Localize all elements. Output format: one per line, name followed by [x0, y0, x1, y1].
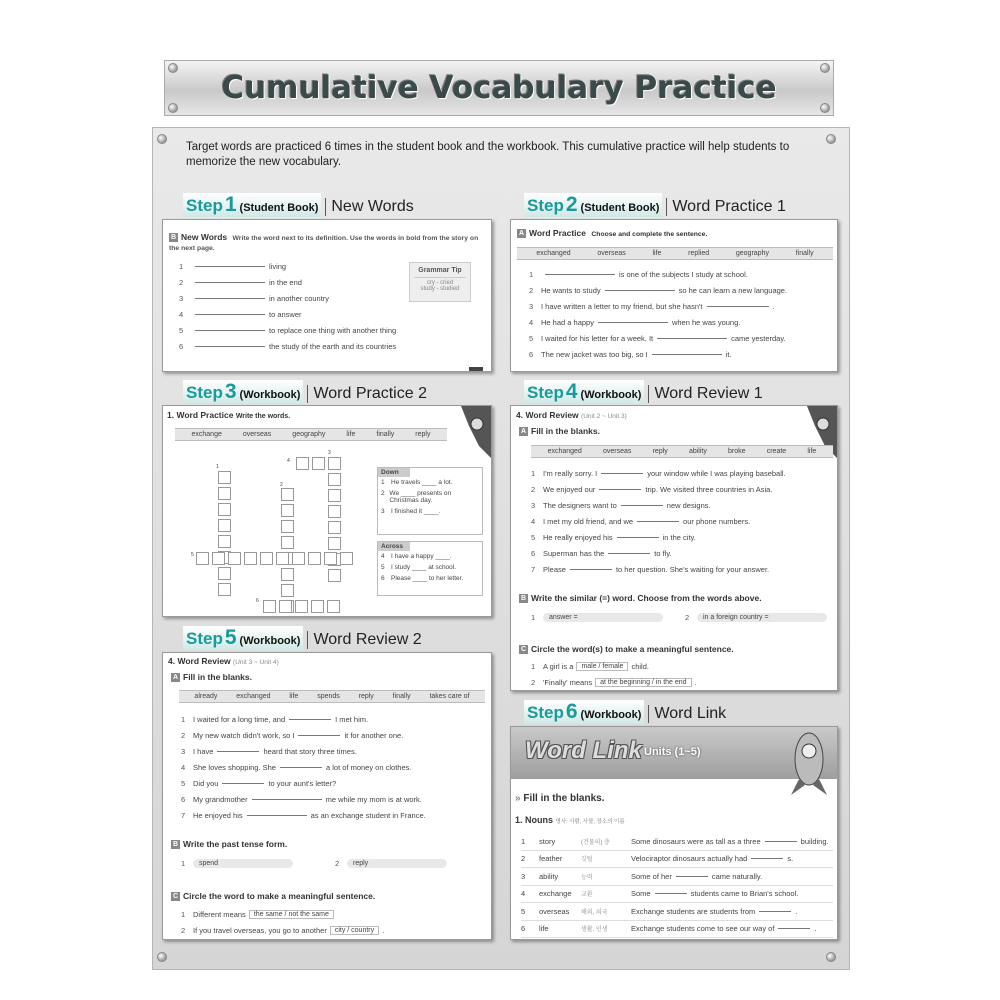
- list-item: 1 answer =: [531, 609, 663, 625]
- answer-blank[interactable]: [222, 783, 264, 784]
- instruction: » Fill in the blanks.: [515, 793, 605, 804]
- list-item: 4 to answer: [179, 309, 302, 319]
- list-item: 2 If you travel overseas, you go to another city / country .: [181, 925, 385, 935]
- answer-blank[interactable]: [598, 322, 668, 323]
- list-item: 5 to replace one thing with another thing: [179, 325, 397, 335]
- crossword-cell[interactable]: [340, 552, 353, 565]
- list-item: 1 I waited for a long time, and I met him.: [181, 714, 369, 724]
- answer-blank[interactable]: [280, 767, 322, 768]
- crossword-cell[interactable]: [260, 552, 273, 565]
- table-row: 5 overseas 해외, 외국 Exchange students are students from .: [521, 903, 833, 921]
- list-item: 5 Did you to your aunt's letter?: [181, 778, 337, 788]
- section-heading: 4. Word Review (Unit 3 ~ Unit 4): [168, 656, 279, 666]
- step-5-name: Word Review 2: [307, 631, 421, 649]
- clue-number: 5: [191, 552, 194, 558]
- crossword-cell[interactable]: [328, 537, 341, 550]
- part-c-title: C Circle the word(s) to make a meaningful sentence.: [520, 644, 734, 654]
- answer-blank[interactable]: [195, 330, 265, 331]
- screw-icon: [168, 63, 178, 73]
- list-item: 5 He really enjoyed his in the city.: [531, 532, 696, 542]
- answer-blank[interactable]: [617, 537, 659, 538]
- list-item: 4 I met my old friend, and we our phone numbers.: [531, 516, 751, 526]
- crossword-cell[interactable]: [328, 489, 341, 502]
- list-item: 4 She loves shopping. She a lot of money on clothes.: [181, 762, 412, 772]
- list-item: 2 reply: [335, 855, 447, 871]
- answer-field[interactable]: spend: [193, 859, 293, 868]
- crossword-cell[interactable]: [311, 600, 324, 613]
- crossword-cell[interactable]: [228, 552, 241, 565]
- answer-blank[interactable]: [545, 274, 615, 275]
- crossword-grid: [163, 406, 373, 617]
- card-word-review-1: [510, 405, 838, 691]
- word-link-banner: [511, 727, 837, 779]
- answer-blank[interactable]: [765, 841, 797, 842]
- part-a-title: A Fill in the blanks.: [520, 426, 600, 436]
- grammar-tip-box: Grammar Tip cry - cried study - studied: [409, 262, 471, 302]
- table-row: 6 life 생활, 인생 Exchange students come to see our way of .: [521, 921, 833, 939]
- page-title: Cumulative Vocabulary Practice: [221, 70, 777, 106]
- table-row: 4 exchange 교환 Some students came to Brian's school.: [521, 886, 833, 904]
- crossword-cell[interactable]: [263, 600, 276, 613]
- section-heading: A Word Practice Choose and complete the sentence.: [518, 228, 708, 238]
- answer-blank[interactable]: [217, 751, 259, 752]
- list-item: 7 Please to her question. She's waiting for your answer.: [531, 564, 770, 574]
- card-new-words: [162, 219, 492, 372]
- list-item: 3 in another country: [179, 293, 330, 303]
- list-item: 2 We enjoyed our trip. We visited three countries in Asia.: [531, 484, 773, 494]
- answer-blank[interactable]: [601, 473, 643, 474]
- part-a-title: A Fill in the blanks.: [172, 672, 252, 682]
- card-word-practice-2: [162, 405, 492, 617]
- crossword-cell[interactable]: [244, 552, 257, 565]
- crossword-cell[interactable]: [218, 503, 231, 516]
- step-5-heading: Step 5 (Workbook) Word Review 2: [183, 626, 422, 650]
- clue-number: 6: [256, 598, 259, 604]
- crossword-cell[interactable]: [281, 488, 294, 501]
- answer-blank[interactable]: [657, 338, 727, 339]
- crossword-cell[interactable]: [281, 504, 294, 517]
- clue-number: 4: [287, 458, 290, 464]
- units-label: Units (1~5): [644, 746, 701, 758]
- table-row: 3 ability 능력 Some of her came naturally.: [521, 868, 833, 886]
- list-item: 6 My grandmother me while my mom is at work.: [181, 794, 422, 804]
- crossword-cell[interactable]: [328, 457, 341, 470]
- list-item: 6 Superman has the to fly.: [531, 548, 672, 558]
- step-3-name: Word Practice 2: [307, 385, 427, 403]
- choice-box[interactable]: city / country: [330, 926, 379, 935]
- step-1-heading: Step 1 (Student Book) New Words: [183, 193, 414, 217]
- answer-blank[interactable]: [195, 282, 265, 283]
- answer-blank[interactable]: [707, 306, 769, 307]
- answer-blank[interactable]: [608, 553, 650, 554]
- answer-blank[interactable]: [247, 815, 307, 816]
- crossword-cell[interactable]: [281, 568, 294, 581]
- crossword-cell[interactable]: [212, 552, 225, 565]
- step-2-name: Word Practice 1: [666, 198, 786, 216]
- list-item: 2 He wants to study so he can learn a new language.: [529, 285, 788, 295]
- answer-field[interactable]: answer =: [543, 613, 663, 622]
- list-item: 2 My new watch didn't work, so I it for another one.: [181, 730, 404, 740]
- list-item: 2 in the end: [179, 277, 302, 287]
- crossword-cell[interactable]: [196, 552, 209, 565]
- crossword-cell[interactable]: [328, 569, 341, 582]
- answer-blank[interactable]: [195, 314, 265, 315]
- crossword-cell[interactable]: [328, 521, 341, 534]
- list-item: 4 He had a happy when he was young.: [529, 317, 741, 327]
- screw-icon: [168, 103, 178, 113]
- page-marker: [469, 367, 483, 371]
- list-item: 3 I have heard that story three times.: [181, 746, 357, 756]
- clue-number: 3: [328, 450, 331, 456]
- list-item: 1 A girl is a male / female child.: [531, 661, 649, 671]
- intro-text: Target words are practiced 6 times in the student book and the workbook. This cumulative practice will help students to memorize the new vocabulary.: [186, 141, 790, 168]
- rocket-icon: [787, 729, 831, 799]
- crossword-cell[interactable]: [281, 520, 294, 533]
- list-item: 2 'Finally' means at the beginning / in the end .: [531, 677, 697, 687]
- crossword-cell[interactable]: [324, 552, 337, 565]
- crossword-cell[interactable]: [218, 567, 231, 580]
- list-item: 1 spend: [181, 855, 293, 871]
- answer-blank[interactable]: [759, 911, 791, 912]
- section-heading: 1. Word Practice Write the words.: [167, 410, 291, 420]
- crossword-cell[interactable]: [312, 457, 325, 470]
- step-6-name: Word Link: [648, 705, 726, 723]
- nouns-heading: 1. Nouns 명사: 사람, 사물, 장소의 이름: [515, 815, 625, 825]
- word-bank: exchange overseas geography life finally reply: [175, 428, 447, 441]
- list-item: 2 in a foreign country =: [685, 609, 827, 625]
- answer-field[interactable]: in a foreign country =: [697, 613, 827, 622]
- crossword-cell[interactable]: [328, 473, 341, 486]
- crossword-cell[interactable]: [218, 519, 231, 532]
- crossword-cell[interactable]: [308, 552, 321, 565]
- answer-blank[interactable]: [195, 346, 265, 347]
- answer-blank[interactable]: [778, 928, 810, 929]
- answer-blank[interactable]: [637, 521, 679, 522]
- crossword-cell[interactable]: [218, 535, 231, 548]
- part-b-title: B Write the past tense form.: [172, 839, 288, 849]
- step-1-name: New Words: [325, 198, 413, 216]
- screw-icon: [157, 952, 167, 962]
- sentence-list: [529, 266, 829, 362]
- table-row: 2 feather 깃털 Velociraptor dinosaurs actually had s.: [521, 851, 833, 869]
- list-item: 3 The designers want to new designs.: [531, 500, 711, 510]
- list-item: 7 He enjoyed his as an exchange student in France.: [181, 810, 426, 820]
- word-link-table: [521, 833, 833, 938]
- answer-blank[interactable]: [195, 266, 265, 267]
- sentence-list: [181, 711, 487, 823]
- section-heading: 4. Word Review (Unit 2 ~ Unit 3): [516, 410, 627, 420]
- crossword-cell[interactable]: [281, 584, 294, 597]
- answer-blank[interactable]: [655, 893, 687, 894]
- list-item: 1 Different means the same / not the same: [181, 906, 337, 922]
- crossword-cell[interactable]: [292, 552, 305, 565]
- step-2-heading: Step 2 (Student Book) Word Practice 1: [524, 193, 786, 217]
- choice-box[interactable]: at the beginning / in the end: [595, 678, 691, 687]
- list-item: 3 I have written a letter to my friend, but she hasn't .: [529, 301, 775, 311]
- crossword-cell[interactable]: [328, 505, 341, 518]
- clue-number: 2: [280, 482, 283, 488]
- crossword-cell[interactable]: [296, 457, 309, 470]
- crossword-cell[interactable]: [218, 583, 231, 596]
- answer-blank[interactable]: [252, 799, 322, 800]
- crossword-cell[interactable]: [295, 600, 308, 613]
- screw-icon: [820, 103, 830, 113]
- list-item: 5 I waited for his letter for a week. It came yesterday.: [529, 333, 786, 343]
- down-clues: Down 1 He travels ____ a lot. 2 We ____ presents on Christmas day. 3 I finished it ____.: [377, 467, 483, 535]
- answer-blank[interactable]: [751, 858, 783, 859]
- list-item: 1 living: [179, 261, 287, 271]
- section-heading: B New Words Write the word next to its definition. Use the words in bold from the story on the next page.: [169, 232, 479, 253]
- double-arrow-icon: »: [515, 793, 521, 804]
- screw-icon: [820, 63, 830, 73]
- screw-icon: [157, 134, 167, 144]
- answer-field[interactable]: reply: [347, 859, 447, 868]
- word-bank: exchanged overseas life replied geography finally: [517, 247, 833, 260]
- list-item: 6 the study of the earth and its countries: [179, 341, 397, 351]
- step-4-name: Word Review 1: [648, 385, 762, 403]
- step-3-heading: Step 3 (Workbook) Word Practice 2: [183, 380, 427, 404]
- sentence-list: [531, 465, 831, 577]
- step-4-heading: Step 4 (Workbook) Word Review 1: [524, 380, 763, 404]
- answer-blank[interactable]: [605, 290, 675, 291]
- answer-blank[interactable]: [652, 354, 722, 355]
- crossword-cell[interactable]: [276, 552, 289, 565]
- list-item: 1 I'm really sorry. I your window while I was playing baseball.: [531, 468, 786, 478]
- answer-blank[interactable]: [298, 735, 340, 736]
- crossword-cell[interactable]: [327, 600, 340, 613]
- list-item: 6 The new jacket was too big, so I it.: [529, 349, 732, 359]
- card-word-review-2: [162, 652, 492, 940]
- word-bank: already exchanged life spends reply finally takes care of: [179, 690, 485, 703]
- choice-box[interactable]: the same / not the same: [249, 910, 334, 919]
- crossword-cell[interactable]: [279, 600, 292, 613]
- step-6-heading: Step 6 (Workbook) Word Link: [524, 700, 726, 724]
- card-word-link: [510, 726, 838, 940]
- across-clues: Across 4 I have a happy ____. 5 I study ____ at school. 6 Please ____ to her letter.: [377, 541, 483, 596]
- rocket-icon: [451, 406, 491, 458]
- answer-blank[interactable]: [195, 298, 265, 299]
- word-bank: exchanged overseas reply ability broke create life: [531, 445, 833, 458]
- list-item: 1 is one of the subjects I study at school.: [529, 269, 748, 279]
- answer-blank[interactable]: [599, 489, 641, 490]
- crossword-cell[interactable]: [218, 471, 231, 484]
- screw-icon: [826, 134, 836, 144]
- definitions-list: [179, 258, 399, 354]
- crossword-cell[interactable]: [281, 536, 294, 549]
- section-badge: B: [170, 234, 177, 242]
- answer-blank[interactable]: [676, 876, 708, 877]
- answer-blank[interactable]: [621, 505, 663, 506]
- word-link-logo: Word Link: [525, 737, 642, 764]
- part-c-title: C Circle the word to make a meaningful sentence.: [172, 891, 376, 901]
- crossword-cell[interactable]: [218, 487, 231, 500]
- clue-number: 1: [216, 464, 219, 470]
- title-plate: [164, 60, 834, 116]
- card-word-practice-1: [510, 219, 838, 372]
- choice-box[interactable]: male / female: [576, 662, 628, 671]
- screw-icon: [826, 952, 836, 962]
- part-b-title: B Write the similar (=) word. Choose from the words above.: [520, 593, 762, 603]
- answer-blank[interactable]: [570, 569, 612, 570]
- answer-blank[interactable]: [289, 719, 331, 720]
- table-row: 1 story (건물의) 층 Some dinosaurs were as tall as a three building.: [521, 833, 833, 851]
